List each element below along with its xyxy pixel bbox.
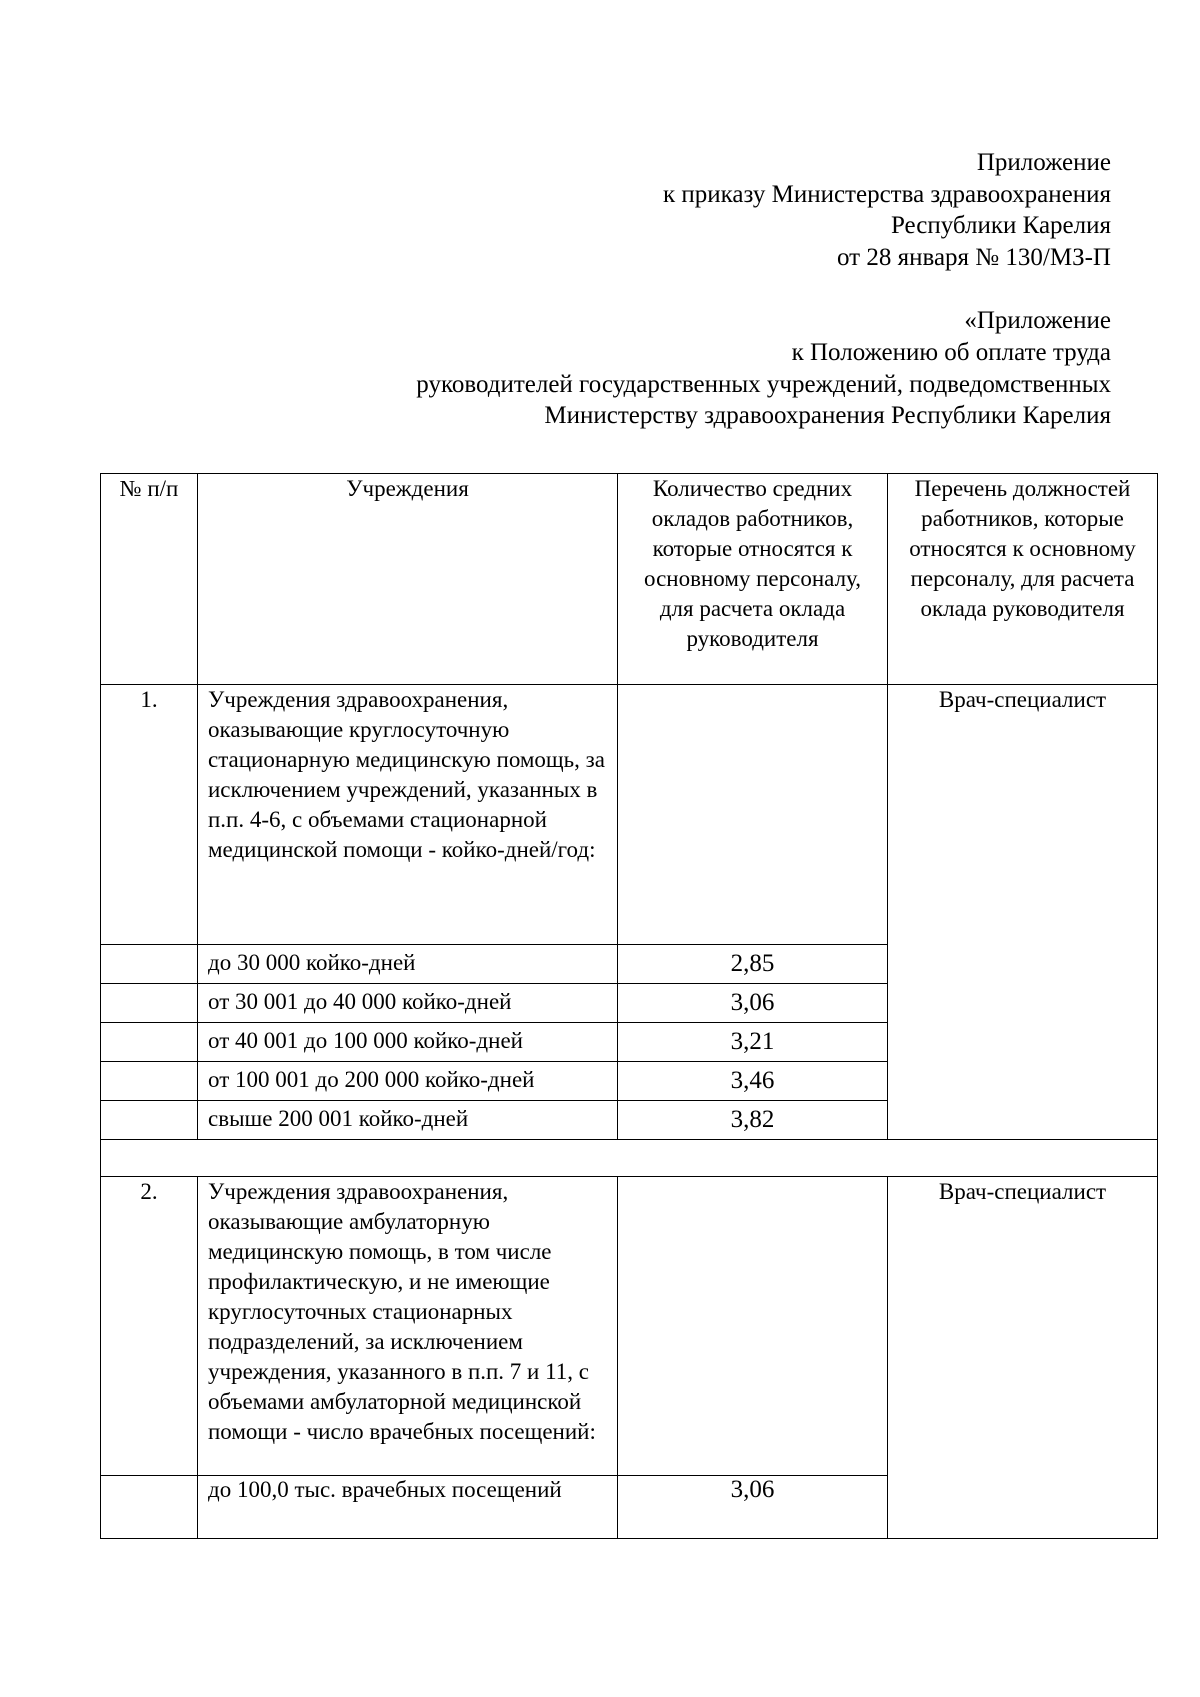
section1-description: Учреждения здравоохранения, оказывающие круглосуточную стационарную медицинскую помощь, за исключением учреждений, указанных в п.п. 4-6, с объемами стационарной медицинской помощи - койко-дней/год: bbox=[198, 685, 618, 945]
document-header bbox=[416, 147, 1111, 432]
section1-row-value: 3,06 bbox=[618, 984, 888, 1023]
col-header-positions: Перечень должностей работников, которые относятся к основному персоналу, для расчета оклада руководителя bbox=[888, 474, 1158, 685]
section2-row-label: до 100,0 тыс. врачебных посещений bbox=[198, 1476, 618, 1539]
section1-row-value: 3,21 bbox=[618, 1023, 888, 1062]
section1-position: Врач-специалист bbox=[888, 685, 1158, 1140]
col-header-number: № п/п bbox=[101, 474, 198, 685]
section1-row-label: от 100 001 до 200 000 койко-дней bbox=[198, 1062, 618, 1101]
col-header-salary-count: Количество средних окладов работников, которые относятся к основному персоналу, для расчета оклада руководителя bbox=[618, 474, 888, 685]
table-row bbox=[101, 685, 1158, 945]
section1-row-value: 3,82 bbox=[618, 1101, 888, 1140]
section2-position: Врач-специалист bbox=[888, 1177, 1158, 1539]
appendix-order-line: к приказу Министерства здравоохранения bbox=[662, 180, 1111, 208]
salary-table bbox=[100, 473, 1158, 1539]
position-regulation-line: к Положению об оплате труда bbox=[791, 338, 1111, 366]
section1-row-label: свыше 200 001 койко-дней bbox=[198, 1101, 618, 1140]
position-ministry-line: Министерству здравоохранения Республики Карелия bbox=[544, 402, 1111, 430]
section1-row-label: от 30 001 до 40 000 койко-дней bbox=[198, 984, 618, 1023]
position-appendix-title: «Приложение bbox=[964, 307, 1111, 335]
appendix-title: Приложение bbox=[976, 149, 1111, 176]
col-header-institutions: Учреждения bbox=[198, 474, 618, 685]
table-row bbox=[101, 1177, 1158, 1476]
section2-row-value: 3,06 bbox=[618, 1476, 888, 1539]
section1-row-label: от 40 001 до 100 000 койко-дней bbox=[198, 1023, 618, 1062]
section2-empty-value bbox=[618, 1177, 888, 1476]
section1-number: 1. bbox=[101, 685, 198, 945]
section2-description: Учреждения здравоохранения, оказывающие амбулаторную медицинскую помощь, в том числе профилактическую, и не имеющие круглосуточных стационарных подразделений, за исключением учреждения, указанного в п.п. 7 и 11, с объемами амбулаторной медицинской помощи - число врачебных посещений: bbox=[198, 1177, 618, 1476]
section1-empty-value bbox=[618, 685, 888, 945]
section1-row-value: 3,46 bbox=[618, 1062, 888, 1101]
appendix-republic-line: Республики Карелия bbox=[890, 212, 1111, 240]
section2-number: 2. bbox=[101, 1177, 198, 1476]
section1-row-value: 2,85 bbox=[618, 945, 888, 984]
appendix-date-line: от 28 января № 130/МЗ-П bbox=[837, 243, 1111, 271]
position-heads-line: руководителей государственных учреждений, подведомственных bbox=[416, 370, 1111, 398]
table-header-row bbox=[101, 474, 1158, 685]
table-spacer-row bbox=[101, 1140, 1158, 1177]
section1-row-label: до 30 000 койко-дней bbox=[198, 945, 618, 984]
